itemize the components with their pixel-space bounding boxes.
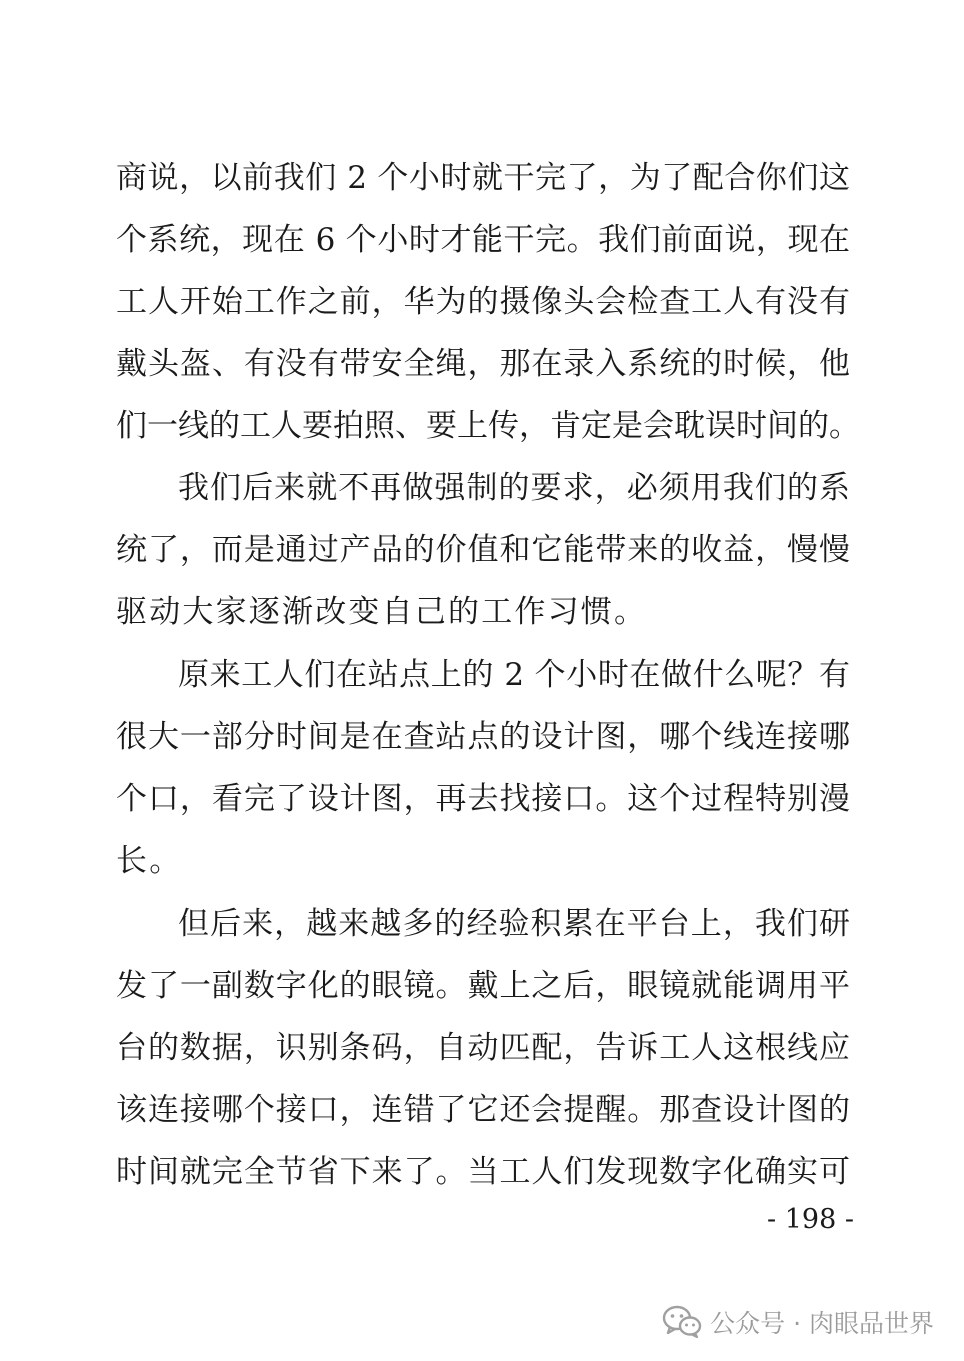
text-line-15: 台的数据，识别条码，自动匹配，告诉工人这根线应 bbox=[116, 1030, 850, 1066]
wechat-icon bbox=[662, 1304, 702, 1340]
text-line-4: 戴头盔、有没有带安全绳，那在录入系统的时候，他 bbox=[116, 346, 850, 382]
text-line-6: 我们后来就不再做强制的要求，必须用我们的系 bbox=[178, 470, 850, 506]
text-line-14: 发了一副数字化的眼镜。戴上之后，眼镜就能调用平 bbox=[116, 968, 850, 1004]
watermark-text: 公众号 · 肉眼品世界 bbox=[710, 1309, 934, 1338]
text-line-9: 原来工人们在站点上的 2 个小时在做什么呢？有 bbox=[178, 657, 850, 693]
text-line-5: 们一线的工人要拍照、要上传，肯定是会耽误时间的。 bbox=[116, 408, 860, 444]
text-line-3: 工人开始工作之前，华为的摄像头会检查工人有没有 bbox=[116, 284, 850, 320]
text-line-8: 驱动大家逐渐改变自己的工作习惯。 bbox=[116, 594, 648, 630]
text-line-13: 但后来，越来越多的经验积累在平台上，我们研 bbox=[178, 906, 850, 942]
text-line-11: 个口，看完了设计图，再去找接口。这个过程特别漫 bbox=[116, 781, 850, 817]
text-line-10: 很大一部分时间是在查站点的设计图，哪个线连接哪 bbox=[116, 719, 850, 755]
text-line-17: 时间就完全节省下来了。当工人们发现数字化确实可 bbox=[116, 1154, 850, 1190]
text-line-16: 该连接哪个接口，连错了它还会提醒。那查设计图的 bbox=[116, 1092, 850, 1128]
watermark bbox=[662, 1300, 934, 1344]
page-number: - 198 - bbox=[767, 1204, 854, 1235]
text-line-12: 长。 bbox=[116, 843, 183, 879]
text-line-2: 个系统，现在 6 个小时才能干完。我们前面说，现在 bbox=[116, 222, 850, 258]
text-line-1: 商说，以前我们 2 个小时就干完了，为了配合你们这 bbox=[116, 160, 850, 196]
text-line-7: 统了，而是通过产品的价值和它能带来的收益，慢慢 bbox=[116, 532, 850, 568]
